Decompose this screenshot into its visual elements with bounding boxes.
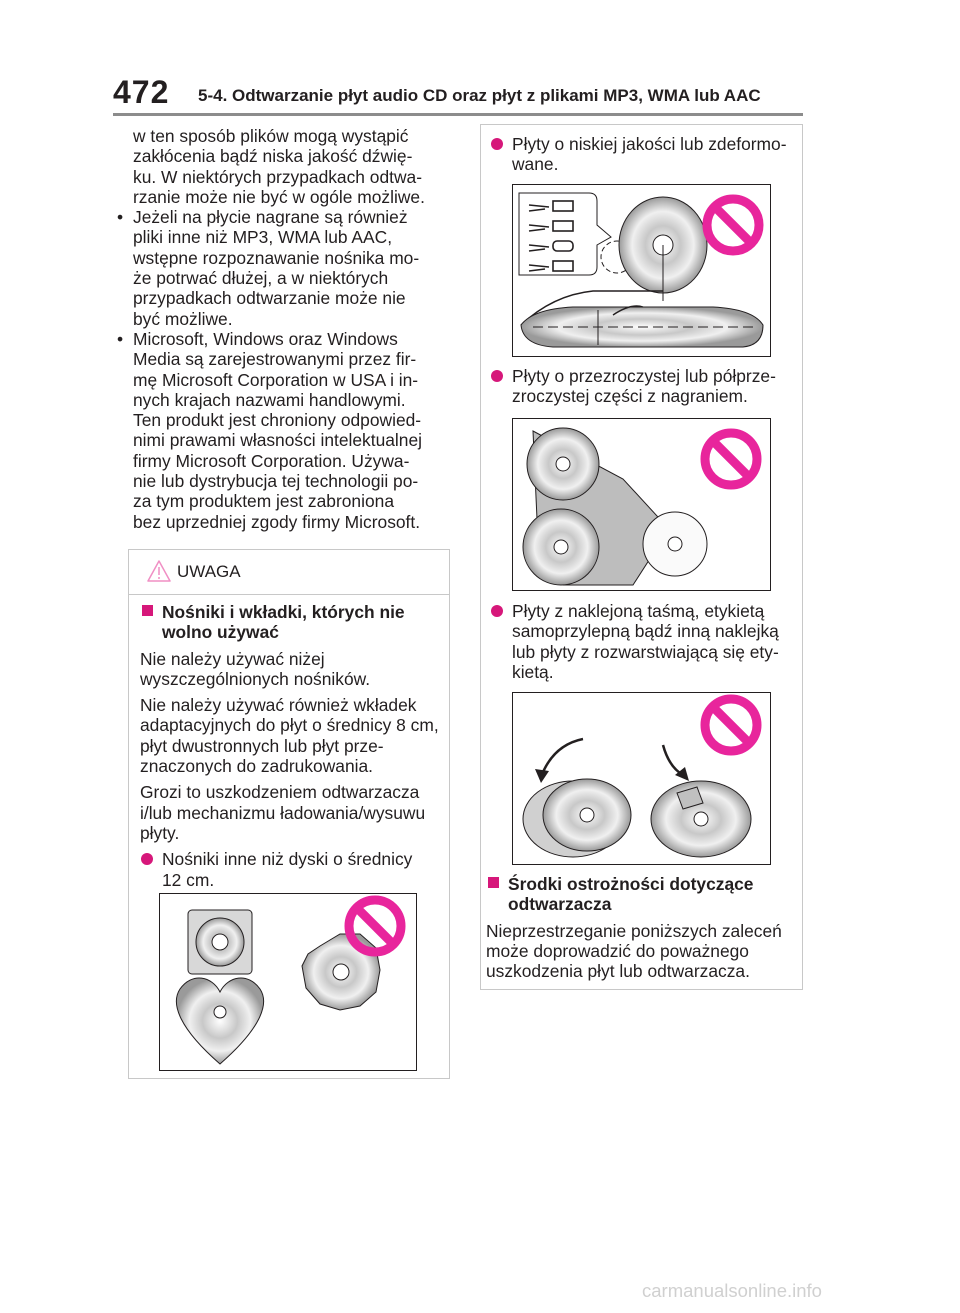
text-line: nych krajach nazwami handlowymi. [133, 389, 406, 410]
text-line: Nośniki i wkładki, których nie [162, 602, 405, 622]
list-item [140, 849, 440, 890]
illustration-label-discs [512, 692, 771, 865]
warning-box [128, 549, 450, 1079]
paragraph [140, 695, 440, 776]
list-item [490, 366, 795, 407]
text-line: Nośniki inne niż dyski o średnicy [162, 849, 413, 870]
header-rule [113, 113, 803, 116]
list-item [490, 601, 795, 682]
section-heading [486, 874, 796, 915]
warning-content [140, 602, 440, 890]
section-title: 5-4. Odtwarzanie płyt audio CD oraz płyt z plikami MP3, WMA lub AAC [198, 86, 761, 105]
text-line: wolno używać [162, 622, 279, 643]
bullet-dot: • [117, 207, 124, 228]
bullet-item [114, 329, 454, 532]
text-line: nie lub dystrybucja tej technologii po- [133, 471, 419, 492]
paragraph: Grozi to uszkodzeniem odtwarzacza i/lub mechanizmu ładowania/wysuwu płyty. [140, 782, 426, 843]
text-line: wane. [512, 154, 559, 175]
precautions-section [486, 874, 796, 981]
text-line: lub płyty z rozwarstwiającą się ety- [512, 641, 779, 662]
dot-bullet-icon [141, 853, 153, 865]
bullet-item [114, 207, 454, 329]
text-line: Środki ostrożności dotyczące [508, 874, 754, 894]
paragraph [486, 921, 796, 982]
text-line: 12 cm. [162, 869, 215, 890]
text-line: ku. W niektórych przypadkach odtwa- [133, 166, 423, 187]
warning-header [129, 550, 449, 595]
illustration-odd-shaped-discs [159, 893, 417, 1071]
text-line: samoprzylepną bądź inną naklejką [512, 621, 779, 642]
dot-item [490, 366, 795, 407]
text-line: za tym produktem jest zabroniona [133, 491, 394, 512]
continuation-paragraph [114, 126, 454, 207]
text-line: mę Microsoft Corporation w USA i in- [133, 369, 419, 390]
prohibited-sign-icon [707, 199, 759, 251]
warning-triangle-icon [147, 560, 171, 582]
text-line: wstępne rozpoznawanie nośnika mo- [133, 247, 420, 268]
illustration-deformed-discs [512, 184, 771, 357]
text-line: Nieprzestrzeganie poniższych zaleceń [486, 920, 782, 941]
bullet-dot: • [117, 328, 124, 349]
prohibited-sign-icon [705, 433, 757, 485]
dot-item [490, 134, 795, 175]
warning-title: UWAGA [177, 562, 241, 581]
text-line: przypadkach odtwarzanie może nie [133, 288, 406, 309]
illustration-transparent-discs [512, 418, 771, 591]
list-item [490, 134, 795, 175]
dot-bullet-icon [491, 370, 503, 382]
text-line: kietą. [512, 661, 554, 682]
text-line: Nie należy używać również wkładek adaptacyjnych do płyt o średnicy 8 cm, płyt dwustronnych lub płyt prze- [140, 695, 439, 756]
text-line: zakłócenia bądź niska jakość dźwię- [133, 146, 413, 167]
text-line: rzanie może nie być w ogóle możliwe. [133, 186, 425, 207]
text-line: może doprowadzić do poważnego [486, 940, 749, 961]
text-line: Płyty o przezroczystej lub półprze- [512, 366, 776, 386]
prohibited-sign-icon [349, 900, 401, 952]
text-line: firmy Microsoft Corporation. Używa- [133, 450, 410, 471]
page-header [113, 74, 803, 114]
text-line: Płyty z naklejoną taśmą, etykietą [512, 601, 765, 621]
text-line: Microsoft, Windows oraz Windows [133, 328, 398, 349]
text-line: nimi prawami własności intelektualnej [133, 430, 423, 451]
text-line: pliki inne niż MP3, WMA lub AAC, [133, 227, 393, 248]
text-line: Płyty o niskiej jakości lub zdeformo- [512, 134, 787, 154]
text-line: że potrwać dłużej, a w niektórych [133, 268, 389, 289]
dot-item [490, 601, 795, 682]
square-bullet-icon [142, 605, 153, 616]
watermark: carmanualsonline.info [642, 1280, 822, 1301]
section-heading [140, 602, 440, 643]
text-line: zroczystej części z nagraniem. [512, 386, 748, 407]
text-line: bez uprzedniej zgody firmy Microsoft. [133, 511, 421, 532]
dot-bullet-icon [491, 138, 503, 150]
text-line: Ten produkt jest chroniony odpowied- [133, 410, 422, 431]
page-number: 472 [113, 74, 170, 110]
text-line: być możliwe. [133, 308, 233, 329]
text-line: odtwarzacza [508, 894, 612, 915]
dot-bullet-icon [491, 605, 503, 617]
left-column [114, 126, 454, 532]
square-bullet-icon [488, 877, 499, 888]
paragraph: Nie należy używać niżej wyszczególnionych nośników. [140, 648, 371, 689]
right-column-box [480, 124, 803, 990]
text-line: znaczonych do zadrukowania. [140, 756, 373, 777]
text-line: w ten sposób plików mogą wystąpić [133, 126, 409, 146]
text-line: uszkodzenia płyt lub odtwarzacza. [486, 961, 750, 982]
text-line: Media są zarejestrowanymi przez fir- [133, 349, 417, 370]
text-line: Jeżeli na płycie nagrane są również [133, 207, 408, 228]
prohibited-sign-icon [705, 699, 757, 751]
